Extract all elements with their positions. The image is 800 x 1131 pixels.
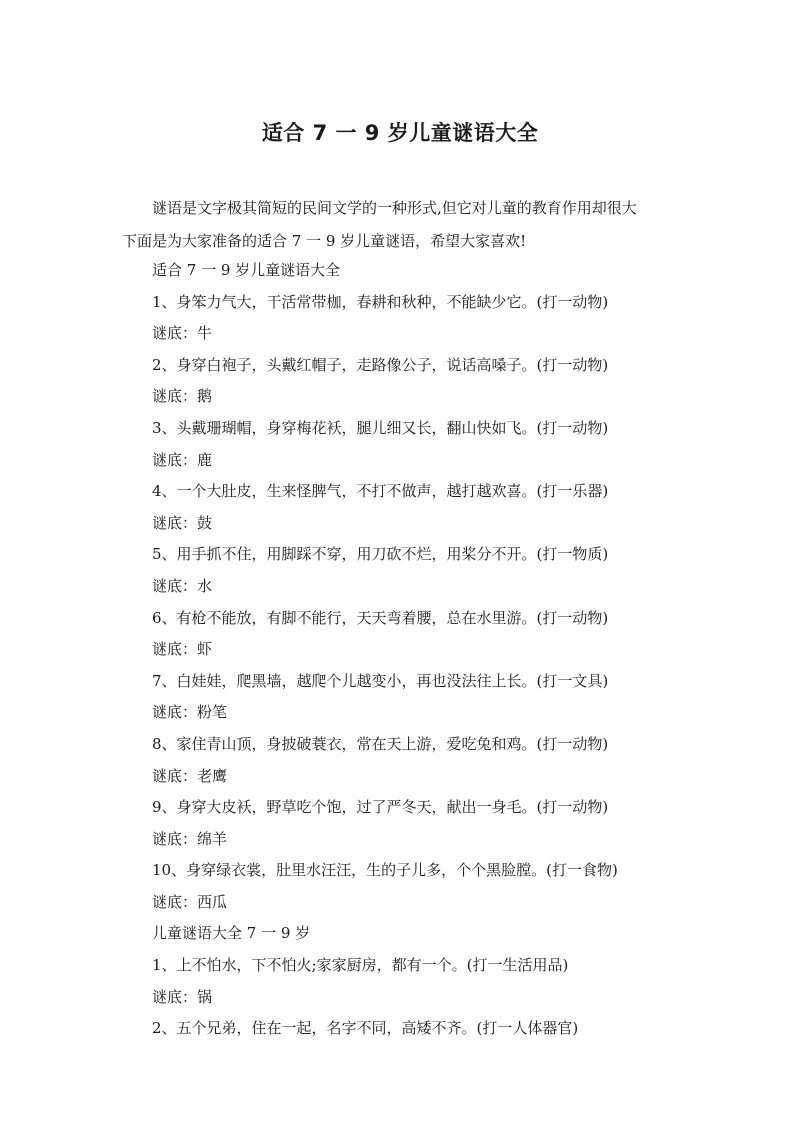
- riddle-question: 1、上不怕水，下不怕火;家家厨房，都有一个。(打一生活用品): [152, 956, 569, 975]
- section-heading: 适合 7 一 9 岁儿童谜语大全: [152, 261, 341, 279]
- riddle-question: 2、身穿白袍子，头戴红帽子，走路像公子，说话高嗓子。(打一动物): [152, 355, 609, 374]
- riddle-question: 9、身穿大皮袄，野草吃个饱，过了严冬天，献出一身毛。(打一动物): [152, 798, 609, 817]
- intro-line-1: 谜语是文字极其简短的民间文学的一种形式,但它对儿童的教育作用却很大: [152, 199, 637, 217]
- riddle-question: 1、身笨力气大，干活常带枷，春耕和秋种，不能缺少它。(打一动物): [152, 292, 609, 311]
- riddle-question: 4、一个大肚皮，生来怪脾气，不打不做声，越打越欢喜。(打一乐器): [152, 482, 609, 501]
- intro-paragraph: [122, 192, 682, 258]
- riddle-answer: 谜底：粉笔: [152, 703, 228, 722]
- riddle-question: 5、用手抓不住，用脚踩不穿，用刀砍不烂，用桨分不开。(打一物质): [152, 545, 609, 564]
- riddle-question: 3、头戴珊瑚帽，身穿梅花袄，腿儿细又长，翻山快如飞。(打一动物): [152, 418, 609, 437]
- riddle-question: 6、有枪不能放，有脚不能行，天天弯着腰，总在水里游。(打一动物): [152, 608, 609, 627]
- intro-line-2: 下面是为大家准备的适合 7 一 9 岁儿童谜语，希望大家喜欢!: [122, 232, 527, 250]
- riddle-question: 8、家住青山顶，身披破蓑衣，常在天上游，爱吃兔和鸡。(打一动物): [152, 734, 609, 753]
- riddle-answer: 谜底：水: [152, 576, 213, 595]
- riddle-answer: 谜底：绵羊: [152, 829, 228, 848]
- riddle-answer: 谜底：鼓: [152, 513, 213, 532]
- riddle-answer: 谜底：鹿: [152, 450, 213, 469]
- riddle-answer: 谜底：老鹰: [152, 766, 228, 785]
- riddle-answer: 谜底：锅: [152, 987, 213, 1006]
- riddle-answer: 谜底：西瓜: [152, 892, 228, 911]
- section-heading: 儿童谜语大全 7 一 9 岁: [152, 924, 311, 943]
- riddle-answer: 谜底：虾: [152, 640, 213, 659]
- riddle-answer: 谜底：牛: [152, 324, 213, 343]
- riddle-answer: 谜底：鹅: [152, 387, 213, 406]
- riddle-question: 7、白娃娃，爬黑墙，越爬个儿越变小，再也没法往上长。(打一文具): [152, 671, 609, 690]
- document-title: 适合 7 一 9 岁儿童谜语大全: [261, 121, 539, 145]
- riddle-list: [152, 255, 712, 1045]
- riddle-question: 10、身穿绿衣裳，肚里水汪汪，生的子儿多，个个黑脸膛。(打一食物): [152, 861, 618, 880]
- riddle-question: 2、五个兄弟，住在一起，名字不同，高矮不齐。(打一人体器官): [152, 1019, 579, 1038]
